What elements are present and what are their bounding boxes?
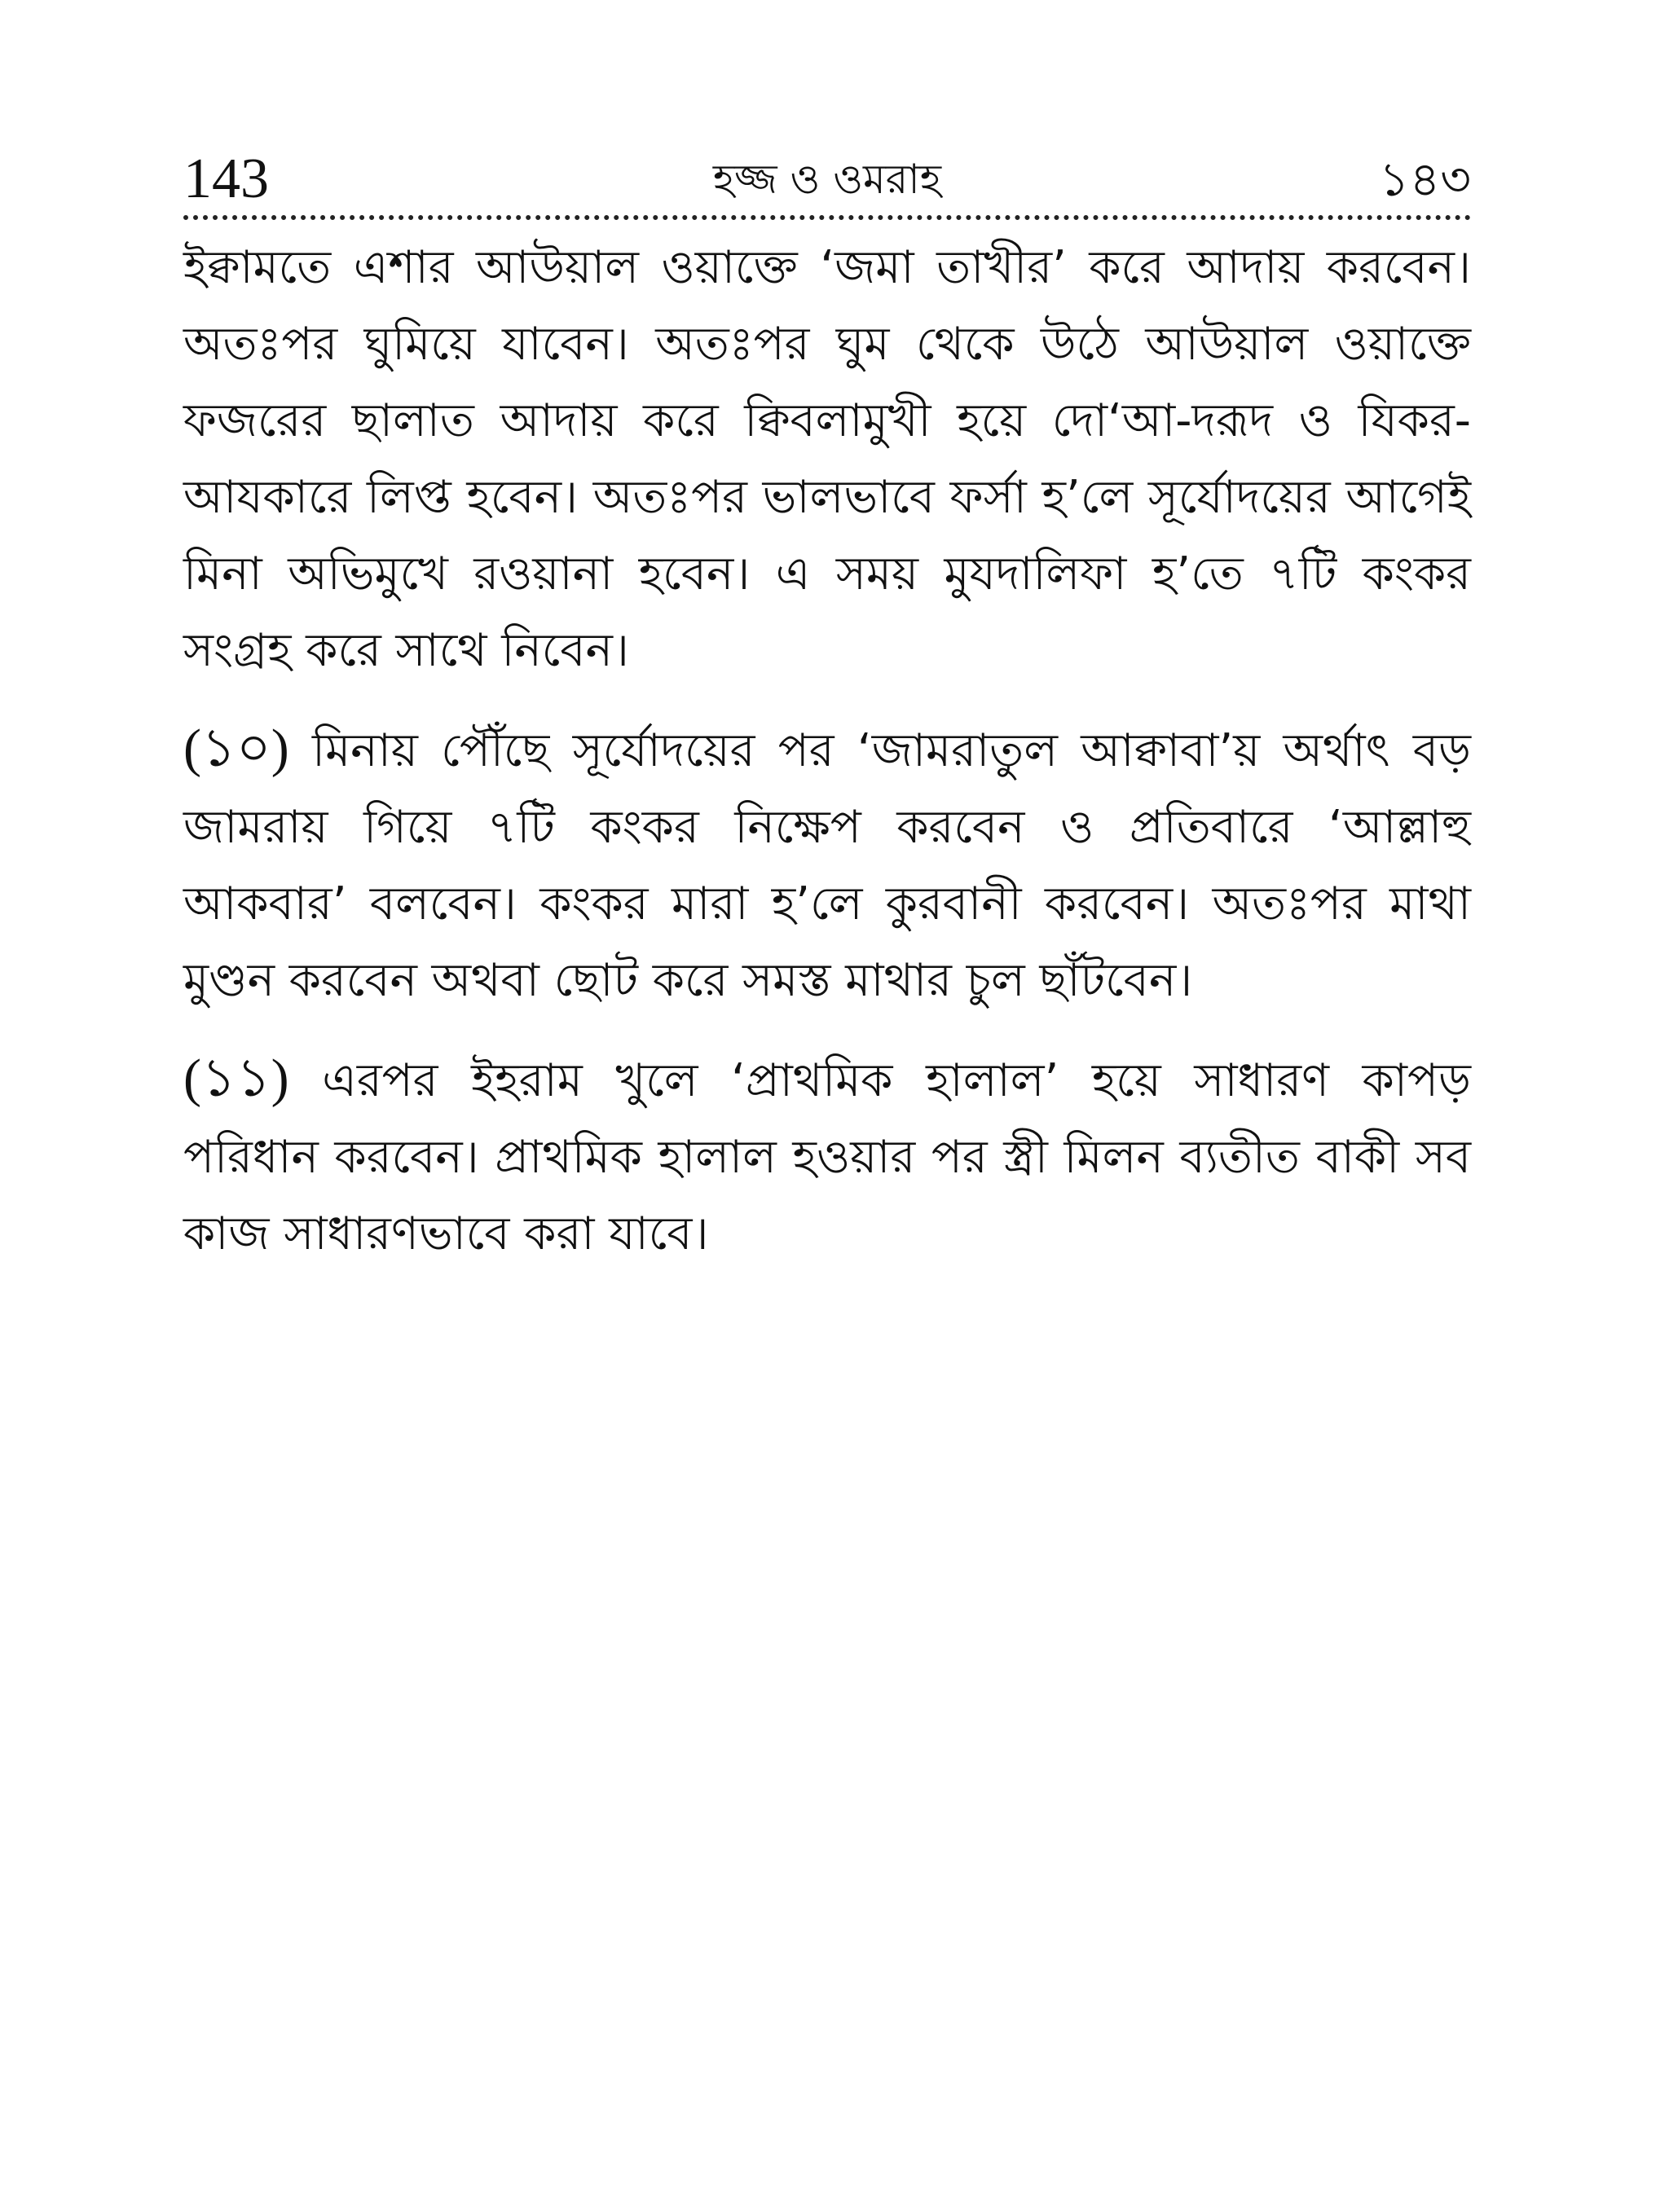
body-text [183,230,1471,1273]
paragraph-text: এরপর ইহরাম খুলে ‘প্রাথমিক হালাল’ হয়ে সাধারণ কাপড় পরিধান করবেন। প্রাথমিক হালাল হওয়ার পর স্ত্রী মিলন ব্যতীত বাকী সব কাজ সাধারণভাবে করা যাবে। [183,1054,1471,1260]
paragraph-number: (১০) [183,719,289,778]
running-header [183,147,1471,212]
paragraph-text: ইক্বামতে এশার আউয়াল ওয়াক্তে ‘জমা তাখীর’ করে আদায় করবেন। অতঃপর ঘুমিয়ে যাবেন। অতঃপর ঘুম থেকে উঠে আউয়াল ওয়াক্তে ফজরের ছালাত আদায় করে ক্বিবলামুখী হয়ে দো‘আ-দরূদ ও যিকর-আযকারে লিপ্ত হবেন। অতঃপর ভালভাবে ফর্সা হ’লে সূর্যোদয়ের আগেই মিনা অভিমুখে রওয়ানা হবেন। এ সময় মুযদালিফা হ’তে ৭টি কংকর সংগ্রহ করে সাথে নিবেন। [183,241,1471,677]
paragraph-continuation [183,230,1471,689]
book-title: হজ্জ ও ওমরাহ [712,156,942,203]
page-number-latin: 143 [183,147,269,210]
paragraph-number: (১১) [183,1049,289,1108]
book-page [183,147,1471,1294]
page-number-bengali: ১৪৩ [1379,152,1471,207]
paragraph-11 [183,1040,1471,1273]
header-dotted-rule [183,215,1471,220]
paragraph-text: মিনায় পৌঁছে সূর্যোদয়ের পর ‘জামরাতুল আক্বাবা’য় অর্থাৎ বড় জামরায় গিয়ে ৭টি কংকর নিক্ষেপ করবেন ও প্রতিবারে ‘আল্লাহু আকবার’ বলবেন। কংকর মারা হ’লে কুরবানী করবেন। অতঃপর মাথা মুণ্ডন করবেন অথবা ছোট করে সমস্ত মাথার চুল ছাঁটবেন। [183,724,1471,1007]
paragraph-10 [183,710,1471,1019]
